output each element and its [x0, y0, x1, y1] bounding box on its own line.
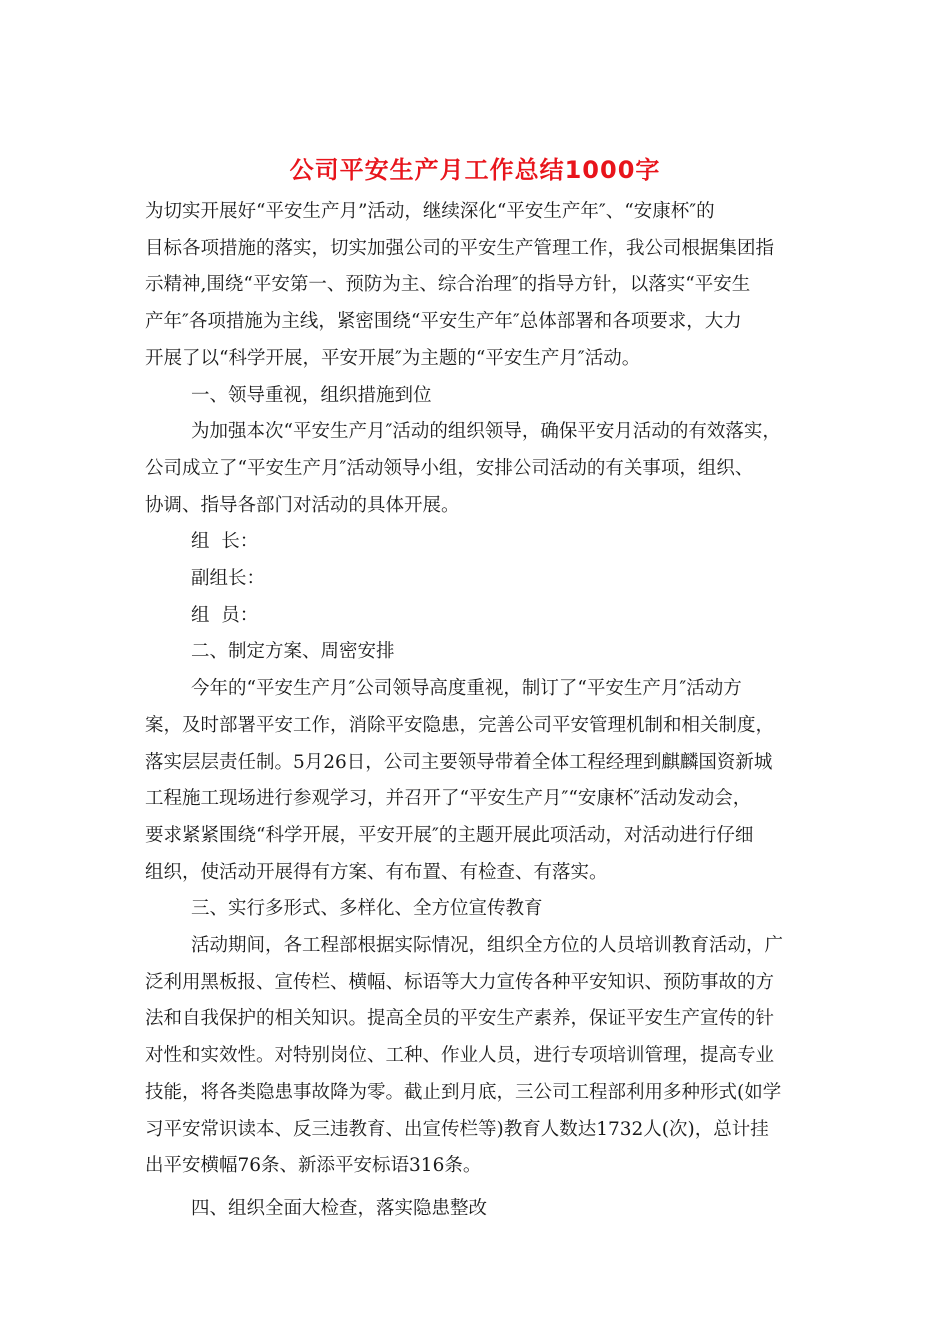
text-line: 对性和实效性。对特别岗位、工种、作业人员，进行专项培训管理，提高专业	[145, 1045, 775, 1067]
text-line: 习平安常识读本、反三违教育、出宣传栏等)教育人数达1732人(次)，总计挂	[145, 1118, 769, 1140]
text-line: 为加强本次“平安生产月″活动的组织领导，确保平安月活动的有效落实，	[191, 421, 781, 443]
text-line: 目标各项措施的落实，切实加强公司的平安生产管理工作，我公司根据集团指	[145, 237, 775, 259]
section-heading-4: 四、组织全面大检查，落实隐患整改	[191, 1197, 488, 1219]
text-line: 泛利用黑板报、宣传栏、横幅、标语等大力宣传各种平安知识、预防事故的方	[145, 971, 775, 993]
text-line: 产年″各项措施为主线，紧密围绕“平安生产年″总体部署和各项要求，大力	[145, 311, 742, 333]
text-line: 案，及时部署平安工作，消除平安隐患，完善公司平安管理机制和相关制度，	[145, 714, 775, 736]
text-line: 今年的“平安生产月″公司领导高度重视，制订了“平安生产月″活动方	[191, 678, 742, 700]
text-line: 法和自我保护的相关知识。提高全员的平安生产素养，保证平安生产宣传的针	[145, 1008, 775, 1030]
text-line: 为切实开展好“平安生产月”活动，继续深化“平安生产年″、“安康杯″的	[145, 201, 715, 222]
document-title: 公司平安生产月工作总结1000字	[289, 156, 661, 184]
text-line: 开展了以“科学开展，平安开展″为主题的“平安生产月″活动。	[145, 347, 641, 369]
document-body	[145, 194, 813, 1228]
text-line: 活动期间，各工程部根据实际情况，组织全方位的人员培训教育活动，广	[191, 935, 784, 957]
text-line: 协调、指导各部门对活动的具体开展。	[145, 494, 460, 516]
text-line: 落实层层责任制。5月26日，公司主要领导带着全体工程经理到麒麟国资新城	[145, 751, 773, 773]
section-heading-2: 二、制定方案、周密安排	[191, 641, 395, 663]
role-members: 组 员：	[191, 604, 259, 626]
text-line: 技能，将各类隐患事故降为零。截止到月底，三公司工程部利用多种形式(如学	[145, 1081, 782, 1103]
text-line: 示精神,围绕“平安第一、预防为主、综合治理″的指导方针，以落实“平安生	[145, 274, 751, 296]
role-leader: 组 长：	[191, 531, 259, 553]
text-line: 公司成立了“平安生产月″活动领导小组，安排公司活动的有关事项，组织、	[145, 457, 754, 479]
section-heading-3: 三、实行多形式、多样化、全方位宣传教育	[191, 898, 543, 920]
text-line: 工程施工现场进行参观学习，并召开了“平安生产月″“安康杯″活动发动会，	[145, 788, 752, 810]
text-line: 组织，使活动开展得有方案、有布置、有检查、有落实。	[145, 861, 608, 883]
text-line: 出平安横幅76条、新添平安标语316条。	[145, 1155, 482, 1177]
text-line: 要求紧紧围绕“科学开展，平安开展″的主题开展此项活动，对活动进行仔细	[145, 824, 754, 846]
section-heading-1: 一、领导重视，组织措施到位	[191, 384, 432, 406]
role-deputy-leader: 副组长：	[191, 568, 266, 590]
